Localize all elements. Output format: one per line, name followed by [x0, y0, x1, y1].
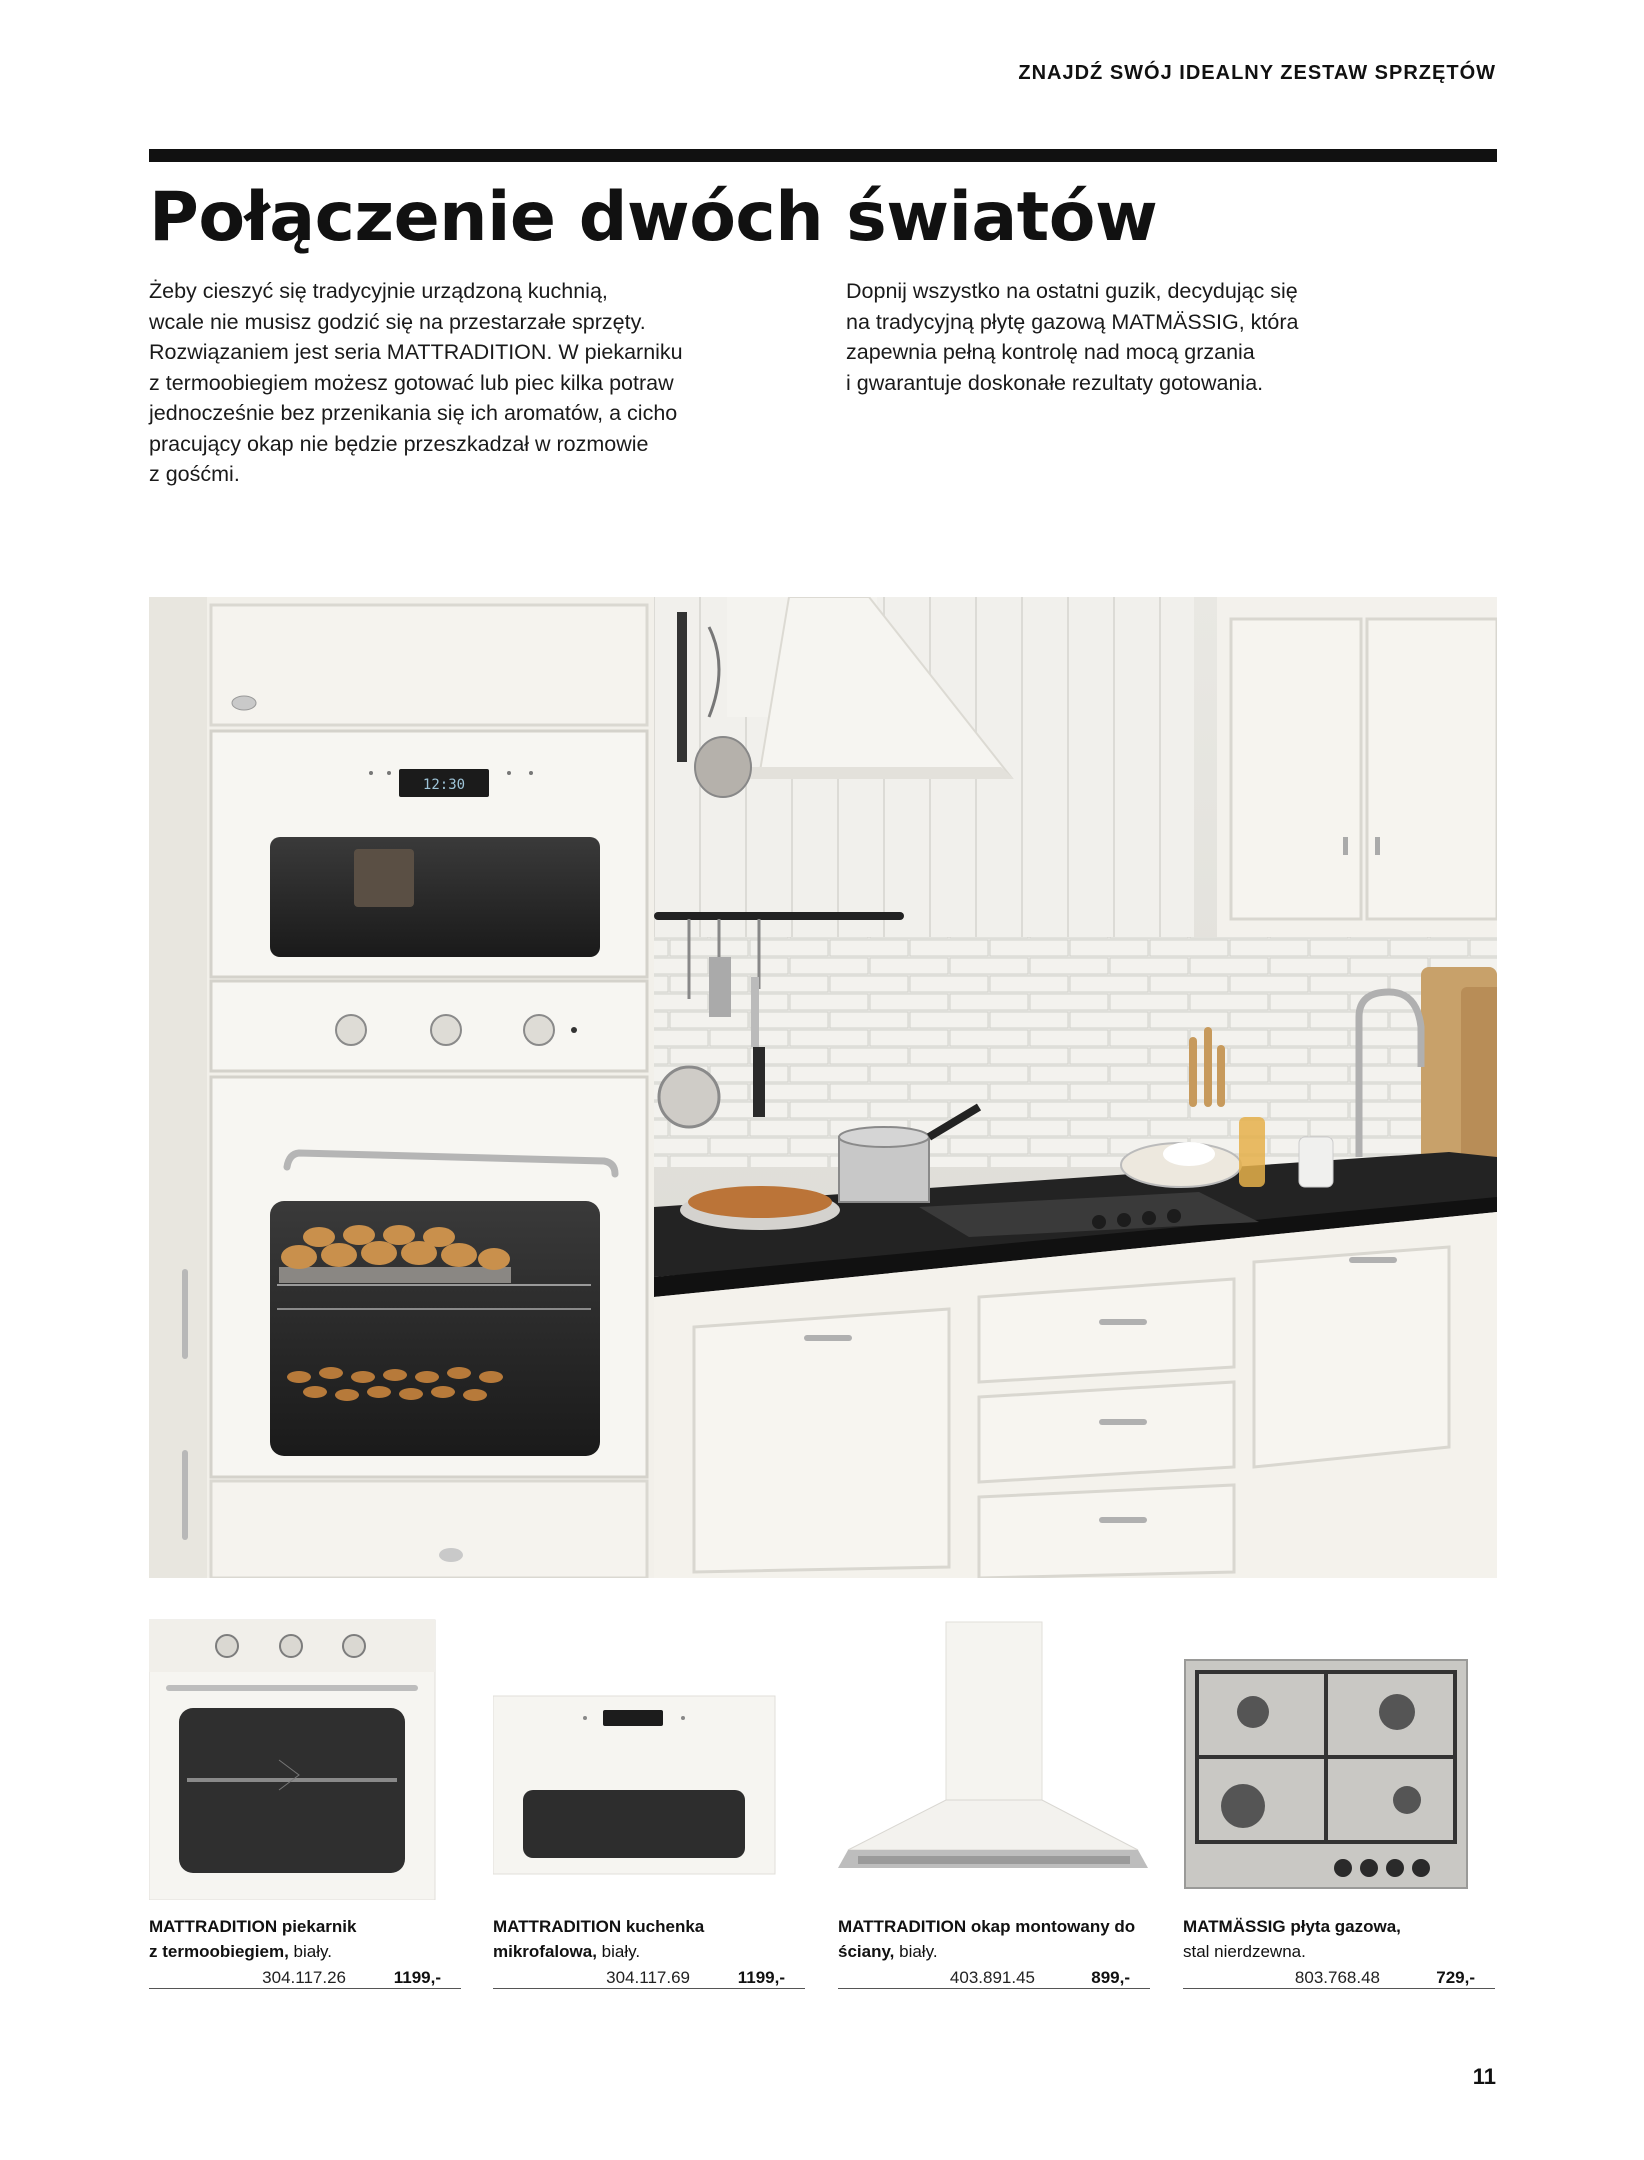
product-name-bold: MATTRADITION kuchenka: [493, 1917, 705, 1936]
intro-line: Żeby cieszyć się tradycyjnie urządzoną kuchnią,: [149, 279, 608, 303]
product-name-rest: biały.: [288, 1942, 332, 1961]
product-name-bold: MATMÄSSIG płyta gazowa,: [1183, 1917, 1401, 1936]
product-name-bold: mikrofalowa,: [493, 1942, 597, 1961]
header-rule: [149, 149, 1497, 162]
intro-line: Dopnij wszystko na ostatni guzik, decydując się: [846, 279, 1298, 303]
section-label: ZNAJDŹ SWÓJ IDEALNY ZESTAW SPRZĘTÓW: [1018, 62, 1496, 84]
intro-line: z gośćmi.: [149, 462, 240, 486]
intro-line: Rozwiązaniem jest seria MATTRADITION. W piekarniku: [149, 340, 683, 364]
divider: [493, 1988, 805, 1989]
kitchen-photo: [149, 597, 1497, 1578]
article-number: 403.891.45: [949, 1968, 1035, 1987]
product-name-bold: ściany,: [838, 1942, 895, 1961]
oven-product-image: [149, 1600, 461, 1900]
intro-line: i gwarantuje doskonałe rezultaty gotowania.: [846, 370, 1264, 395]
intro-line: wcale nie musisz godzić się na przestarzałe sprzęty.: [149, 309, 646, 334]
product-name: [1183, 1914, 1503, 1964]
article-number: 304.117.69: [606, 1968, 690, 1987]
microwave-product-image: [493, 1600, 805, 1900]
gas-hob-product-image: [1183, 1600, 1495, 1900]
page-number: 11: [1472, 2064, 1496, 2089]
divider: [838, 1988, 1150, 1989]
product-name: [149, 1914, 469, 1964]
hood-product-image: [838, 1600, 1150, 1900]
article-number: 803.768.48: [1294, 1968, 1380, 1987]
intro-line: z termoobiegiem możesz gotować lub piec kilka potraw: [149, 370, 674, 395]
product-name: [493, 1914, 813, 1964]
product-name-bold: MATTRADITION okap montowany do: [838, 1917, 1136, 1936]
intro-right: [846, 276, 1426, 398]
divider: [149, 1988, 461, 1989]
product-name: [838, 1914, 1158, 1964]
product-name-rest: biały.: [596, 1942, 641, 1961]
price: 1199,-: [393, 1968, 441, 1987]
price: 1199,-: [737, 1968, 785, 1987]
intro-line: zapewnia pełną kontrolę nad mocą grzania: [846, 340, 1255, 364]
microwave-display: 12:30: [422, 777, 466, 793]
product-name-bold: MATTRADITION piekarnik: [149, 1917, 357, 1936]
price: 729,-: [1436, 1968, 1475, 1987]
intro-line: pracujący okap nie będzie przeszkadzał w rozmowie: [149, 431, 649, 456]
intro-line: jednocześnie bez przenikania się ich aromatów, a cicho: [149, 401, 678, 425]
page-title: Połączenie dwóch światów: [149, 178, 1158, 257]
intro-left: [149, 276, 729, 490]
divider: [1183, 1988, 1495, 1989]
product-name-bold: z termoobiegiem,: [149, 1942, 289, 1961]
product-name-rest: biały.: [894, 1942, 938, 1961]
article-number: 304.117.26: [262, 1968, 346, 1987]
product-name-rest: stal nierdzewna.: [1183, 1942, 1306, 1961]
intro-line: na tradycyjną płytę gazową MATMÄSSIG, która: [846, 309, 1299, 334]
price: 899,-: [1091, 1968, 1130, 1987]
